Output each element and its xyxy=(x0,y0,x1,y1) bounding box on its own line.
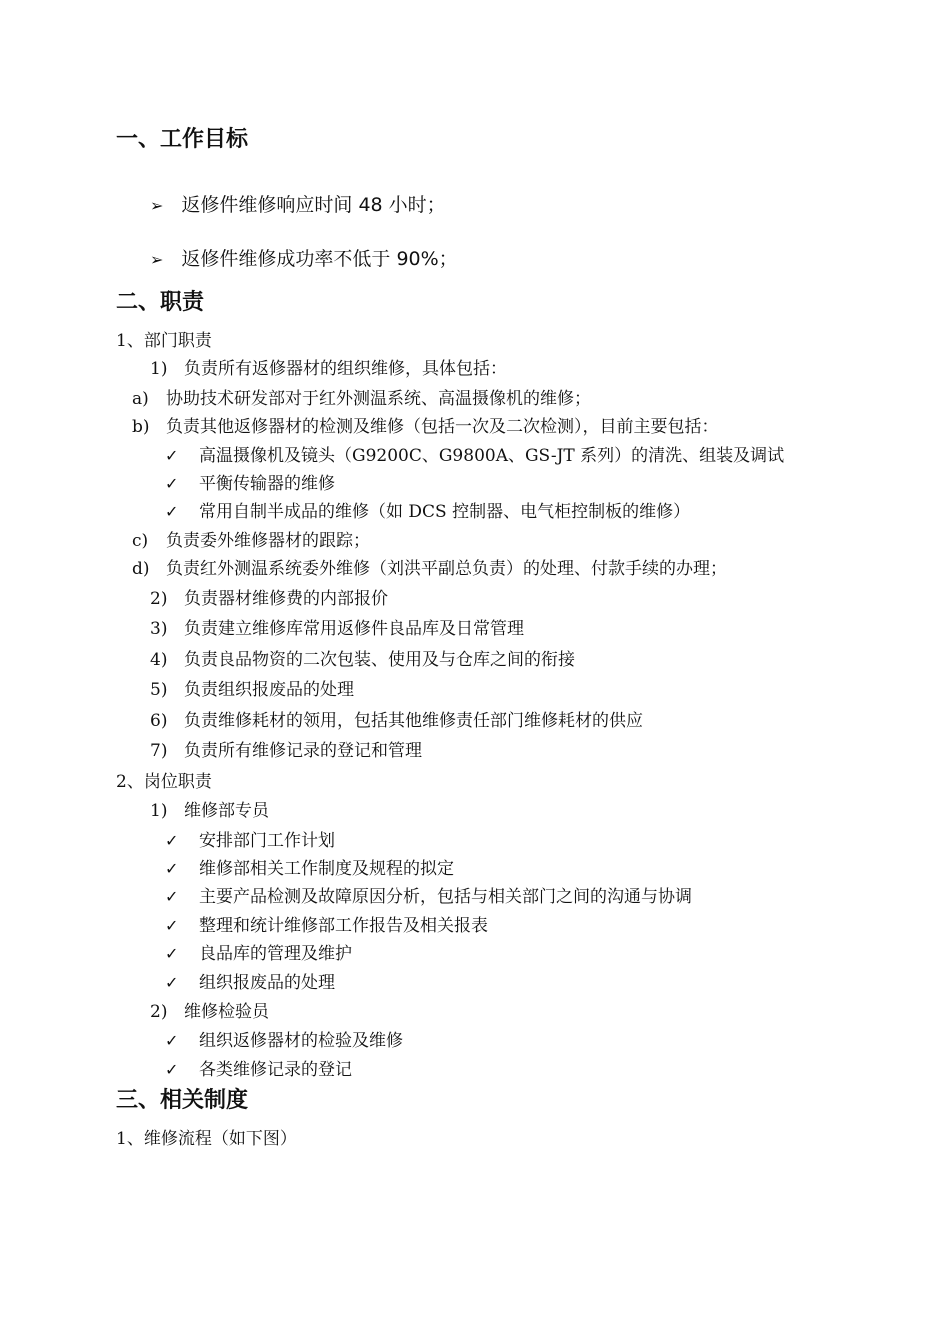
list-text: 负责维修耗材的领用，包括其他维修责任部门维修耗材的供应 xyxy=(184,711,643,731)
dept-item-a xyxy=(132,387,591,411)
goal-item-response-time xyxy=(150,192,446,219)
subheading-dept-duties: 1、部门职责 xyxy=(116,331,212,351)
list-letter: a) xyxy=(132,389,149,409)
check-text: 各类维修记录的登记 xyxy=(199,1060,352,1080)
list-text: 负责器材维修费的内部报价 xyxy=(184,589,388,609)
check-item xyxy=(165,444,784,468)
goal-item-success-rate xyxy=(150,246,458,273)
check-text: 主要产品检测及故障原因分析，包括与相关部门之间的沟通与协调 xyxy=(199,887,692,907)
list-text: 负责红外测温系统委外维修（刘洪平副总负责）的处理、付款手续的办理； xyxy=(166,559,727,579)
check-text: 组织返修器材的检验及维修 xyxy=(199,1031,403,1051)
check-mark-icon: ✓ xyxy=(165,1060,179,1079)
heading-related-rules: 三、相关制度 xyxy=(116,1088,249,1113)
list-number: 2) xyxy=(150,1002,168,1022)
list-number: 1) xyxy=(150,359,168,379)
check-mark-icon: ✓ xyxy=(165,916,179,935)
check-mark-icon: ✓ xyxy=(165,1031,179,1050)
check-mark-icon: ✓ xyxy=(165,502,179,521)
list-number: 5) xyxy=(150,680,168,700)
check-text: 安排部门工作计划 xyxy=(199,831,335,851)
list-letter: d) xyxy=(132,559,150,579)
dept-item-c xyxy=(132,529,370,553)
heading-duties: 二、职责 xyxy=(116,290,205,315)
dept-item-5 xyxy=(150,678,354,702)
check-mark-icon: ✓ xyxy=(165,944,179,963)
list-text: 协助技术研发部对于红外测温系统、高温摄像机的维修； xyxy=(166,389,591,409)
check-mark-icon: ✓ xyxy=(165,446,179,465)
subheading-repair-flow: 1、维修流程（如下图） xyxy=(116,1129,297,1149)
check-text: 维修部相关工作制度及规程的拟定 xyxy=(199,859,454,879)
check-item xyxy=(165,885,692,909)
check-mark-icon: ✓ xyxy=(165,887,179,906)
check-item xyxy=(165,857,454,881)
list-number: 4) xyxy=(150,650,168,670)
list-text: 负责建立维修库常用返修件良品库及日常管理 xyxy=(184,619,524,639)
arrowhead-bullet-icon: ➢ xyxy=(150,250,164,269)
dept-item-b xyxy=(132,415,719,439)
list-text: 负责所有返修器材的组织维修，具体包括： xyxy=(184,359,507,379)
check-text: 整理和统计维修部工作报告及相关报表 xyxy=(199,916,488,936)
list-number: 3) xyxy=(150,619,168,639)
check-mark-icon: ✓ xyxy=(165,859,179,878)
check-mark-icon: ✓ xyxy=(165,474,179,493)
list-number: 2) xyxy=(150,589,168,609)
dept-item-6 xyxy=(150,709,643,733)
goal-text: 返修件维修响应时间 48 小时； xyxy=(181,194,446,216)
list-text: 负责委外维修器材的跟踪； xyxy=(166,531,370,551)
check-text: 良品库的管理及维护 xyxy=(199,944,352,964)
check-mark-icon: ✓ xyxy=(165,831,179,850)
check-item xyxy=(165,971,335,995)
goal-text: 返修件维修成功率不低于 90%； xyxy=(181,248,458,270)
dept-item-1 xyxy=(150,357,507,381)
check-item xyxy=(165,829,335,853)
check-text: 高温摄像机及镜头（G9200C、G9800A、GS-JT 系列）的清洗、组装及调试 xyxy=(199,446,785,466)
list-text: 维修部专员 xyxy=(184,801,269,821)
post-item-2 xyxy=(150,1000,269,1024)
check-item xyxy=(165,472,335,496)
check-item xyxy=(165,1058,352,1082)
dept-item-7 xyxy=(150,739,422,763)
list-text: 负责组织报废品的处理 xyxy=(184,680,354,700)
dept-item-3 xyxy=(150,617,524,641)
list-number: 1) xyxy=(150,801,168,821)
subheading-post-duties: 2、岗位职责 xyxy=(116,772,212,792)
dept-item-4 xyxy=(150,648,575,672)
dept-item-d xyxy=(132,557,727,581)
list-text: 维修检验员 xyxy=(184,1002,269,1022)
check-item xyxy=(165,914,488,938)
check-item xyxy=(165,500,690,524)
arrowhead-bullet-icon: ➢ xyxy=(150,196,164,215)
list-text: 负责所有维修记录的登记和管理 xyxy=(184,741,422,761)
list-letter: c) xyxy=(132,531,149,551)
list-number: 7) xyxy=(150,741,168,761)
dept-item-2 xyxy=(150,587,388,611)
post-item-1 xyxy=(150,799,269,823)
check-text: 常用自制半成品的维修（如 DCS 控制器、电气柜控制板的维修） xyxy=(199,502,691,522)
list-text: 负责良品物资的二次包装、使用及与仓库之间的衔接 xyxy=(184,650,575,670)
list-text: 负责其他返修器材的检测及维修（包括一次及二次检测），目前主要包括： xyxy=(166,417,719,437)
check-text: 组织报废品的处理 xyxy=(199,973,335,993)
check-item xyxy=(165,1029,403,1053)
check-mark-icon: ✓ xyxy=(165,973,179,992)
list-letter: b) xyxy=(132,417,150,437)
check-item xyxy=(165,942,352,966)
heading-work-goals: 一、工作目标 xyxy=(116,127,249,152)
check-text: 平衡传输器的维修 xyxy=(199,474,335,494)
list-number: 6) xyxy=(150,711,168,731)
